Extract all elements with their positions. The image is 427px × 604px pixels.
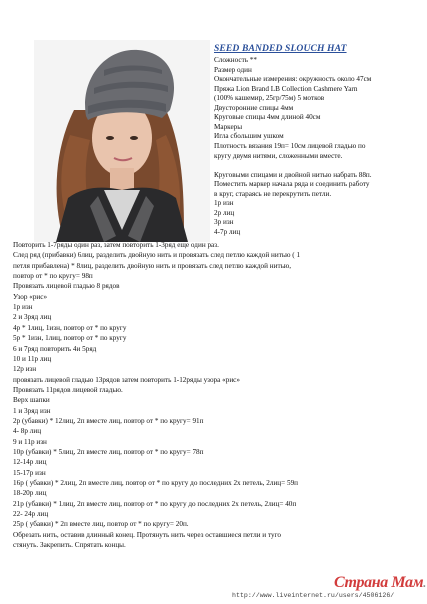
instruction-line: 10 и 11р лиц bbox=[13, 354, 52, 363]
instruction-line: 21р (убавки) * 1лиц, 2п вместе лиц, повтор от * по кругу до последних 2х петель, 2лиц= 40п bbox=[13, 499, 297, 508]
watermark-logo-text: Страна Мам bbox=[334, 574, 424, 591]
instruction-line: Повторить 1-7ряды один раз, затем повторить 1-3ряд еще один раз. bbox=[13, 241, 219, 249]
instruction-line: 6 и 7ряд повторить 4и 5ряд bbox=[13, 344, 97, 353]
instruction-line: След ряд (прибавки) 6лиц, разделить двойную нить и провязать след петлю каждой нитью ( 1 bbox=[13, 251, 301, 260]
instruction-line: повтор от * по кругу= 98п bbox=[13, 272, 93, 281]
materials-line: Двусторонние спицы 4мм bbox=[214, 103, 294, 112]
materials-line: Маркеры bbox=[214, 122, 243, 131]
watermark-logo-dot: . bbox=[423, 576, 426, 590]
instruction-line: 5р * 1изн, 1лиц, повтор от * по кругу bbox=[13, 334, 127, 343]
materials-line: (100% кашемир, 25гр/75м) 5 мотков bbox=[214, 94, 325, 103]
materials-line: 4-7р лиц bbox=[214, 227, 241, 236]
instruction-line: 15-17р изн bbox=[13, 468, 46, 477]
instruction-line: 16р ( убавки) * 2лиц, 2п вместе лиц, повтор от * по кругу до последних 2х петель, 2лиц= 59п bbox=[13, 479, 299, 488]
instruction-line: 2р (убавки) * 12лиц, 2п вместе лиц, повтор от * по кругу= 91п bbox=[13, 416, 204, 425]
materials-line: Размер один bbox=[214, 65, 252, 74]
materials-line: Круговыми спицами и двойной нитью набрать 88п. bbox=[214, 170, 372, 179]
materials-line: 3р изн bbox=[214, 218, 234, 227]
materials-line: Окончательные измерения: окружность около 47см bbox=[214, 75, 372, 84]
materials-line: Круговые спицы 4мм длиной 40см bbox=[214, 113, 321, 122]
instruction-line: 25р ( убавки) * 2п вместе лиц, повтор от * по кругу= 20п. bbox=[13, 520, 189, 529]
instruction-line: 10р (убавки) * 5лиц, 2п вместе лиц, повтор от * по кругу= 78п bbox=[13, 448, 204, 456]
materials-line: Плотность вязания 19п= 10см лицевой гладью по bbox=[214, 141, 366, 150]
instruction-line: стянуть. Закрепить. Спрятать концы. bbox=[13, 541, 126, 550]
instruction-line: 4- 8р лиц bbox=[13, 427, 42, 436]
watermark-url: http://www.liveinternet.ru/users/4506126/ bbox=[232, 592, 395, 599]
instruction-line: 9 и 11р изн bbox=[13, 437, 47, 446]
instruction-line: 18-20р лиц bbox=[13, 489, 47, 498]
instruction-line: Провязать лицевой гладью 8 рядов bbox=[13, 282, 120, 291]
instruction-line: провязать лицевой гладью 13рядов затем повторить 1-12ряды узора «рис» bbox=[13, 375, 240, 384]
instruction-line: 12р изн bbox=[13, 365, 37, 374]
instruction-line: 12-14р лиц bbox=[13, 458, 47, 467]
instruction-line: 2 и 3ряд лиц bbox=[13, 313, 52, 322]
materials-line: Пряжа Lion Brand LB Collection Cashmere Yarn bbox=[214, 84, 358, 93]
instruction-line: Обрезать нить, оставив длинный конец. Протянуть нить через оставшиеся петли и туго bbox=[13, 530, 281, 539]
materials-line: Поместить маркер начала ряда и соединить работу bbox=[214, 180, 370, 189]
materials-line: Игла сбольшим ушком bbox=[214, 132, 284, 141]
instruction-line: 4р * 1лиц, 1изн, повтор от * по кругу bbox=[13, 323, 127, 332]
pattern-title: SEED BANDED SLOUCH HAT bbox=[214, 43, 347, 54]
materials-line: Сложность ** bbox=[214, 56, 257, 64]
instruction-line: Провязать 11рядов лицевой гладью. bbox=[13, 385, 123, 394]
model-photo bbox=[34, 40, 210, 242]
instruction-line: 1р изн bbox=[13, 303, 33, 312]
instruction-line: 22- 24р лиц bbox=[13, 510, 49, 519]
materials-line: в круг, стараясь не перекрутить петли. bbox=[214, 189, 332, 198]
woman-in-hat-illustration bbox=[34, 40, 210, 242]
materials-line: кругу двумя нитями, сложенными вместе. bbox=[214, 151, 343, 160]
materials-line: 1р изн bbox=[214, 199, 234, 208]
instruction-line: Узор «рис» bbox=[13, 292, 48, 301]
instruction-line: петля прибавлена) * 8лиц, разделить двойную нить и провязать след петлю каждой нитью, bbox=[13, 261, 292, 270]
instruction-line: 1 и 3ряд изн bbox=[13, 406, 51, 415]
instruction-line: Верх шапки bbox=[13, 396, 50, 405]
watermark-logo bbox=[334, 574, 426, 592]
materials-line: 2р лиц bbox=[214, 208, 235, 217]
